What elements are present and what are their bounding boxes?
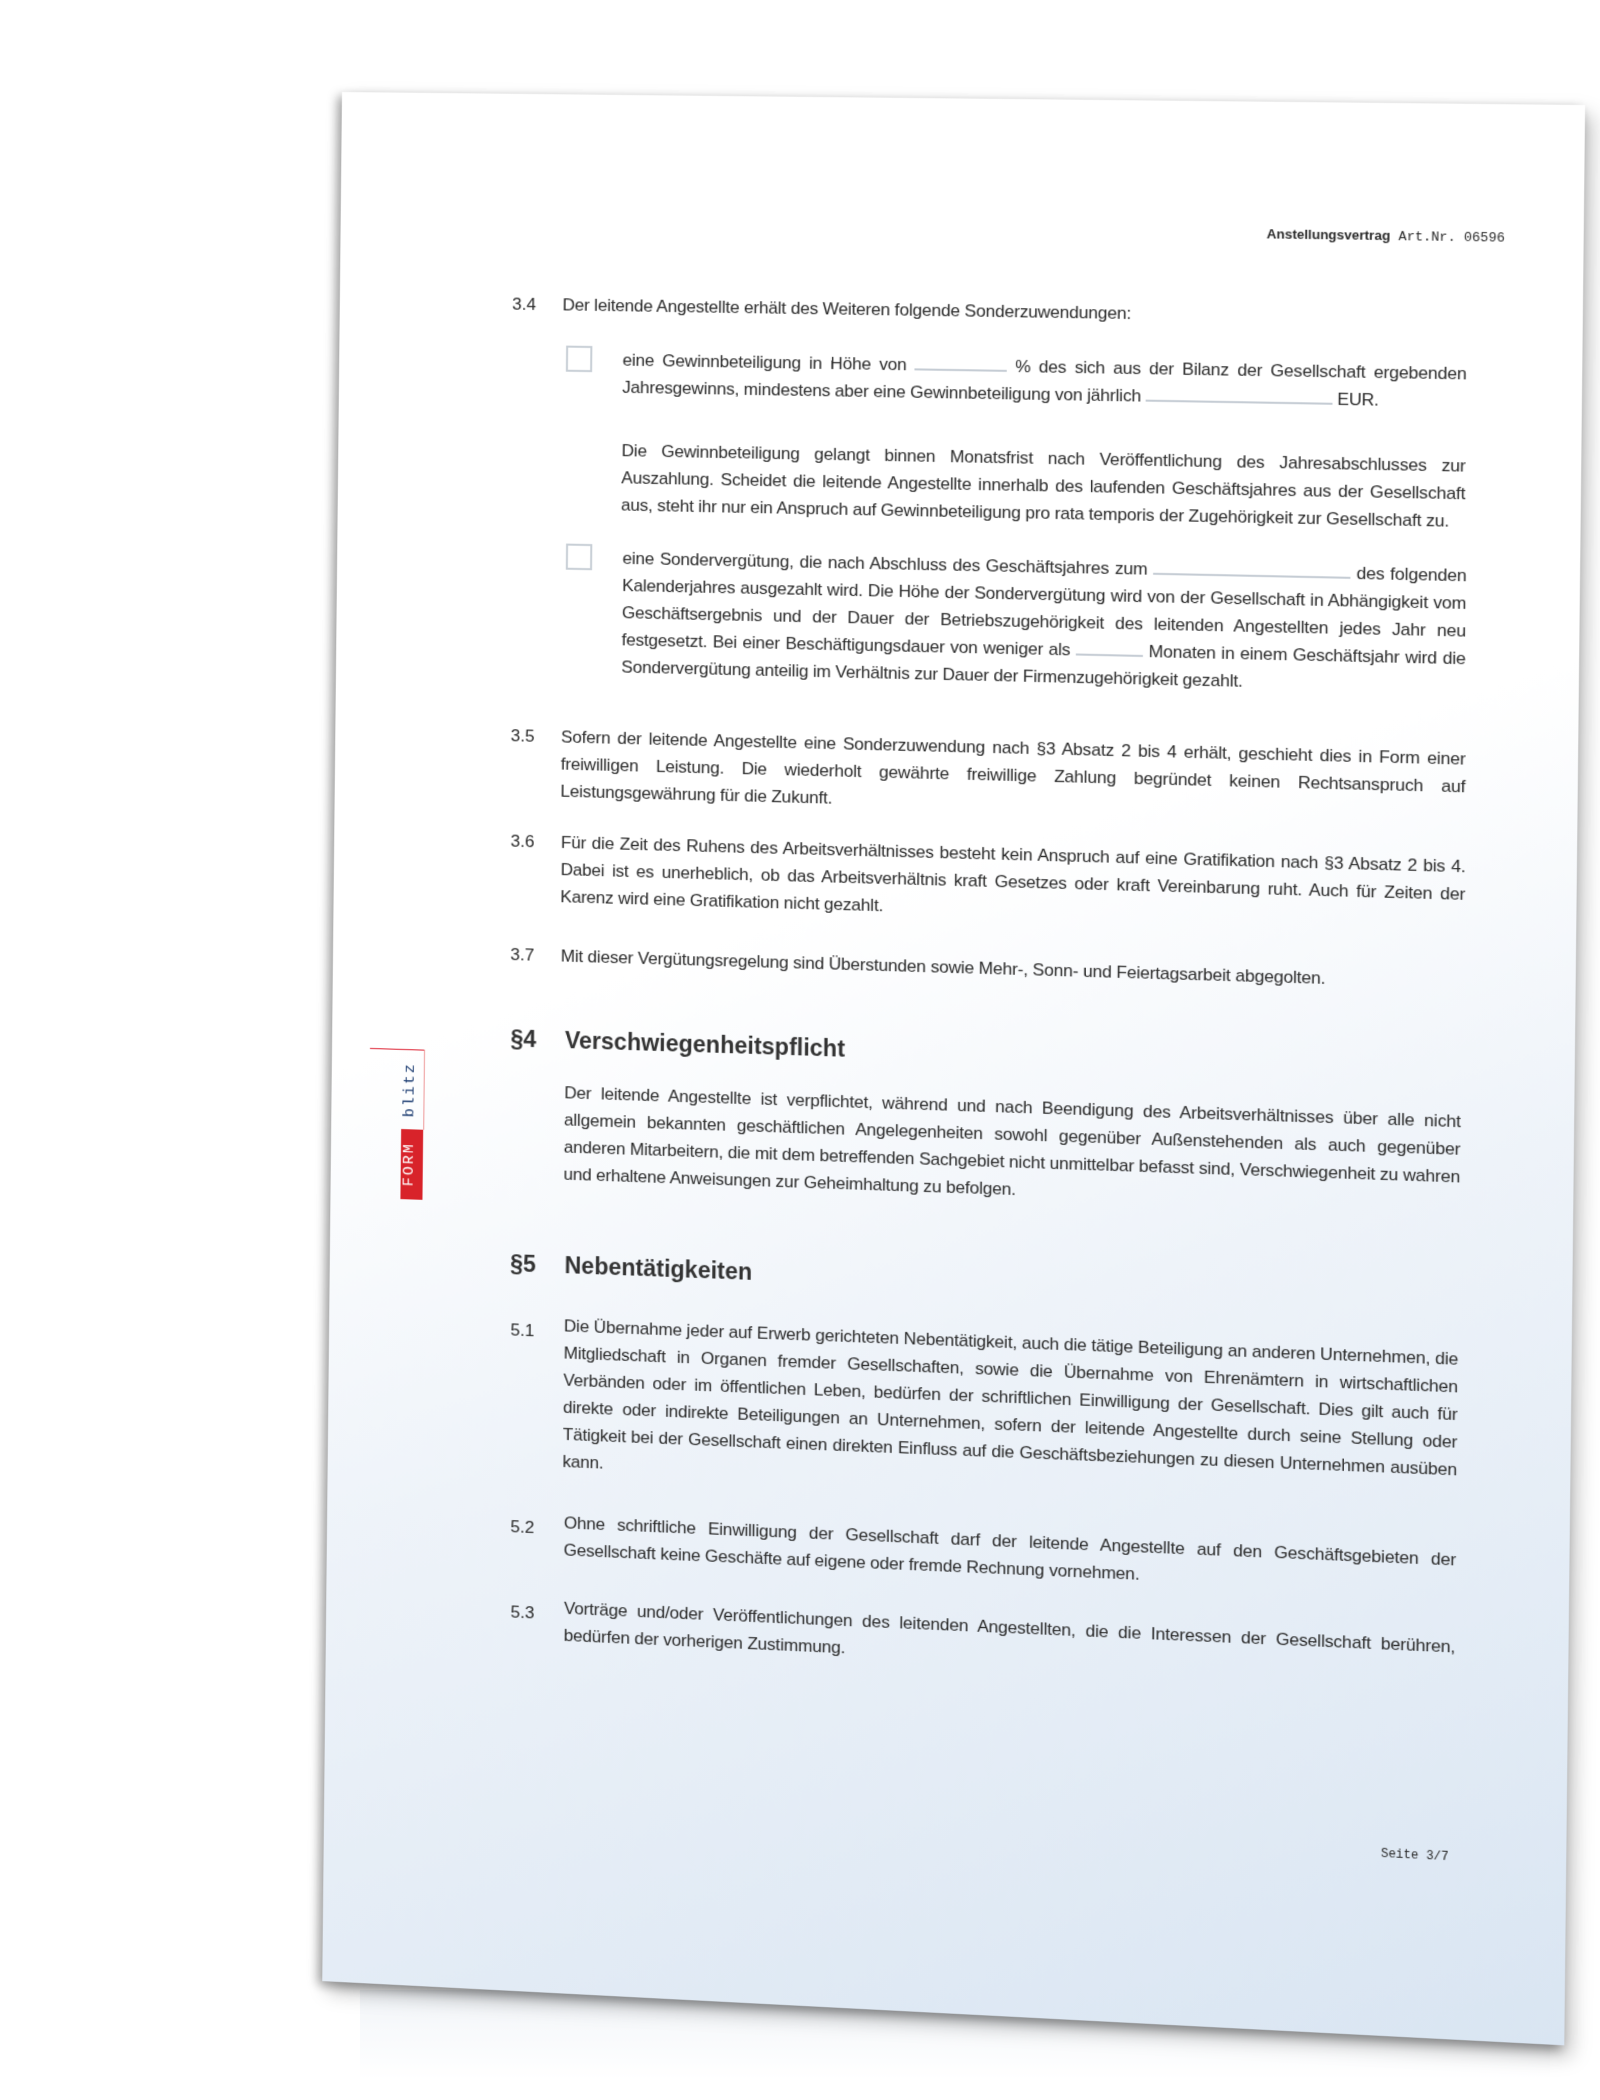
clause-number: 5.1 [510, 1320, 535, 1341]
option-1-text-a: eine Gewinnbeteiligung in Höhe von [622, 350, 907, 375]
clause-number: 5.3 [510, 1602, 535, 1623]
clause-number: 3.7 [510, 944, 535, 965]
clause-number: 5.2 [510, 1517, 535, 1538]
clause-3-4-option-1 [622, 346, 1467, 415]
clause-number: 3.6 [510, 831, 535, 852]
clause-number: 3.5 [510, 726, 535, 746]
document-page [322, 92, 1585, 2045]
gewinnbeteiligung-checkbox[interactable] [566, 346, 593, 373]
formblitz-logo [400, 1049, 424, 1200]
clause-3-7: Mit dieser Vergütungsregelung sind Überstunden sowie Mehr-, Sonn- und Feiertagsarbeit abgegolten. [560, 946, 1326, 988]
clause-3-4-option-2 [621, 545, 1467, 700]
clause-5-3: Vorträge und/oder Veröffentlichungen des leitenden Angestellten, die die Interessen der Gesellschaft berühren, bedürfen der vorherigen Zustimmung. [563, 1598, 1456, 1658]
months-field[interactable] [1076, 639, 1143, 657]
clause-3-6: Für die Zeit des Ruhens des Arbeitsverhältnisses besteht kein Anspruch auf eine Gratifikation nach §3 Absatz 2 bis 4. Dabei ist es unerheblich, ob das Arbeitsverhältnis kraft Gesetzes oder kraft Vereinbarung ruht. Auch für Zeiten der Karenz wird eine Gratifikation nicht gezahlt. [560, 832, 1466, 916]
clause-3-4-intro: Der leitende Angestellte erhält des Weiteren folgende Sonderzuwendungen: [562, 295, 1132, 324]
article-number: Art.Nr. 06596 [1398, 228, 1505, 246]
document-title: Anstellungsvertrag [1266, 226, 1391, 244]
section-4-text: Der leitende Angestellte ist verpflichtet, während und nach Beendigung des Arbeitsverhältnisses über alle nicht allgemein bekannten geschäftlichen Angelegenheiten sowohl gegenüber Außenstehenden als auch gegenüber anderen Mitarbeitern, die mit dem betreffenden Sachgebiet nicht unmittelbar befasst sind, Verschwiegenheit zu wahren und erhaltene Anweisungen zur Geheimhaltung zu befolgen. [563, 1083, 1461, 1200]
date-field[interactable] [1153, 559, 1351, 579]
option-2-text-a: eine Sondervergütung, die nach Abschluss des Geschäftsjahres zum [622, 548, 1148, 579]
clause-3-4-option-1-para: Die Gewinnbeteiligung gelangt binnen Monatsfrist nach Veröffentlichung des Jahresabschlusses zur Auszahlung. Scheidet die leitende Angestellte innerhalb des laufenden Geschäftsjahres aus der Gesellschaft aus, steht ihr nur ein Anspruch auf Gewinnbeteiligung pro rata temporis der Zugehörigkeit zur Gesellschaft zu. [620, 441, 1466, 531]
amount-field[interactable] [1146, 385, 1333, 404]
section-4-title: Verschwiegenheitspflicht [564, 1026, 846, 1062]
clause-3-5: Sofern der leitende Angestellte eine Sonderzuwendung nach §3 Absatz 2 bis 4 erhält, geschieht dies in Form einer freiwilligen Leistung. Die wiederholt gewährte freiwillige Zahlung begründet keinen Rechtsanspruch auf Leistungsgewährung für die Zukunft. [560, 727, 1466, 808]
option-1-text-c: EUR. [1337, 389, 1379, 410]
section-5-number: §5 [510, 1250, 537, 1278]
percent-field[interactable] [915, 354, 1007, 372]
option-2-text-b: des folgenden Kalenderjahres ausgezahlt wird. Die Höhe der Sondervergütung wird von der Gesellschaft in Abhängigkeit vom Geschäftsergebnis und der Dauer der Betriebszugehörigkeit des leitenden Angestellten jedes Jahr neu festgesetzt. Bei einer Beschäftigungsdauer von weniger als [621, 563, 1467, 660]
page-header [1267, 226, 1505, 246]
page-number: Seite 3/7 [1380, 1846, 1449, 1865]
option-2-text-c: Monaten in einem Geschäftsjahr wird die Sondervergütung anteilig im Verhältnis zur Dauer der Firmenzugehörigkeit gezahlt. [621, 641, 1466, 691]
section-5-title: Nebentätigkeiten [564, 1252, 753, 1285]
section-4-number: §4 [510, 1025, 537, 1053]
logo-blitz: blitz [401, 1049, 425, 1130]
clause-5-1: Die Übernahme jeder auf Erwerb gerichteten Nebentätigkeit, auch die tätige Beteiligung an anderen Unternehmen, die Mitgliedschaft in Organen fremder Gesellschaften, sowie die Übernahme von Ehrenämtern in wirtschaftlichen Verbänden oder im öffentlichen Leben, bedürfen der schriftlichen Einwilligung der Gesellschaft. Dies gilt auch für direkte oder indirekte Beteiligungen an Unternehmen, sofern der leitende Angestellte durch seine Stellung oder Tätigkeit bei der Gesellschaft einen direkten Einfluss auf die Geschäftsbeziehungen zu diesen Unternehmen ausüben kann. [562, 1316, 1459, 1480]
clause-5-2: Ohne schriftliche Einwilligung der Gesellschaft darf der leitende Angestellte auf den Geschäftsgebieten der Gesellschaft keine Geschäfte auf eigene oder fremde Rechnung vornehmen. [563, 1513, 1457, 1584]
option-1-text-b: % des sich aus der Bilanz der Gesellschaft ergebenden Jahresgewinns, mindestens aber eine Gewinnbeteiligung von jährlich [622, 356, 1467, 406]
clause-number: 3.4 [512, 294, 537, 314]
logo-form: FORM [400, 1129, 423, 1200]
sondervergutung-checkbox[interactable] [566, 544, 593, 571]
